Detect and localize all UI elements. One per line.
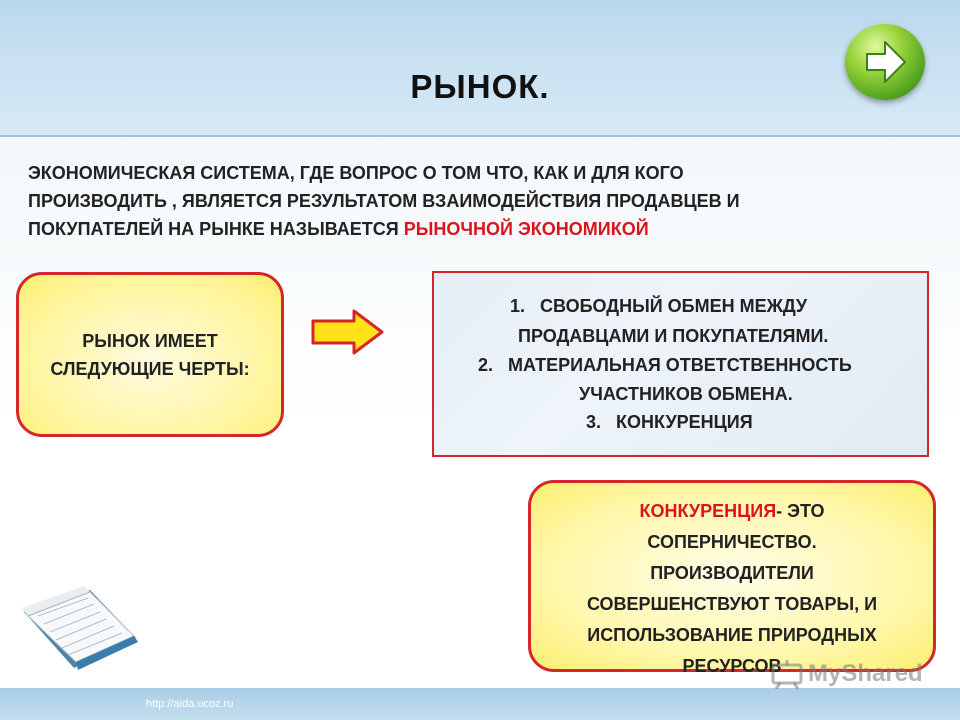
- next-slide-button[interactable]: [845, 24, 925, 100]
- list-item-text: СВОБОДНЫЙ ОБМЕН МЕЖДУ: [540, 296, 808, 316]
- list-item-text: МАТЕРИАЛЬНАЯ ОТВЕТСТВЕННОСТЬ: [508, 355, 852, 375]
- list-item-continuation: УЧАСТНИКОВ ОБМЕНА.: [579, 384, 793, 404]
- features-box-line: РЫНОК ИМЕЕТ: [82, 330, 218, 351]
- competition-term: КОНКУРЕНЦИЯ: [639, 501, 777, 521]
- definition-line-text: ПОКУПАТЕЛЕЙ НА РЫНКЕ НАЗЫВАЕТСЯ: [28, 219, 399, 239]
- definition-line: ПРОИЗВОДИТЬ , ЯВЛЯЕТСЯ РЕЗУЛЬТАТОМ ВЗАИМОДЕЙСТВИЯ ПРОДАВЦЕВ И: [28, 191, 740, 211]
- presentation-icon: [770, 659, 804, 689]
- list-item-number: 1.: [510, 296, 526, 316]
- definition-text: [28, 159, 928, 243]
- features-list-box: [432, 271, 929, 457]
- arrow-right-icon: [310, 308, 386, 356]
- definition-highlight: РЫНОЧНОЙ ЭКОНОМИКОЙ: [403, 219, 649, 239]
- list-item: [478, 355, 852, 376]
- list-item-continuation: ПРОДАВЦАМИ И ПОКУПАТЕЛЯМИ.: [518, 326, 829, 346]
- open-book-icon: [18, 572, 168, 684]
- list-item: [586, 412, 753, 433]
- watermark-logo: [770, 655, 930, 695]
- list-item-number: 3.: [586, 412, 602, 432]
- definition-line: [28, 215, 928, 243]
- competition-line-rest: - ЭТО: [776, 501, 825, 521]
- competition-line: ПРОИЗВОДИТЕЛИ: [650, 563, 814, 583]
- list-item: [510, 296, 807, 317]
- competition-line: РЕСУРСОВ: [682, 656, 782, 676]
- competition-line: ИСПОЛЬЗОВАНИЕ ПРИРОДНЫХ: [587, 625, 877, 645]
- competition-line: СОВЕРШЕНСТВУЮТ ТОВАРЫ, И: [586, 594, 878, 614]
- definition-line: ЭКОНОМИЧЕСКАЯ СИСТЕМА, ГДЕ ВОПРОС О ТОМ ЧТО, КАК И ДЛЯ КОГО: [28, 163, 684, 183]
- features-box-line: СЛЕДУЮЩИЕ ЧЕРТЫ:: [50, 358, 250, 379]
- footer-url: http://aida.ucoz.ru: [146, 698, 234, 710]
- list-item-number: 2.: [478, 355, 494, 375]
- watermark-text: MyShared: [808, 660, 923, 687]
- arrow-right-icon: [845, 24, 925, 100]
- list-item-text: КОНКУРЕНЦИЯ: [616, 412, 753, 432]
- market-features-box: [16, 272, 284, 437]
- competition-line: [531, 496, 933, 527]
- page-title: РЫНОК.: [410, 68, 550, 105]
- competition-line: СОПЕРНИЧЕСТВО.: [647, 532, 817, 552]
